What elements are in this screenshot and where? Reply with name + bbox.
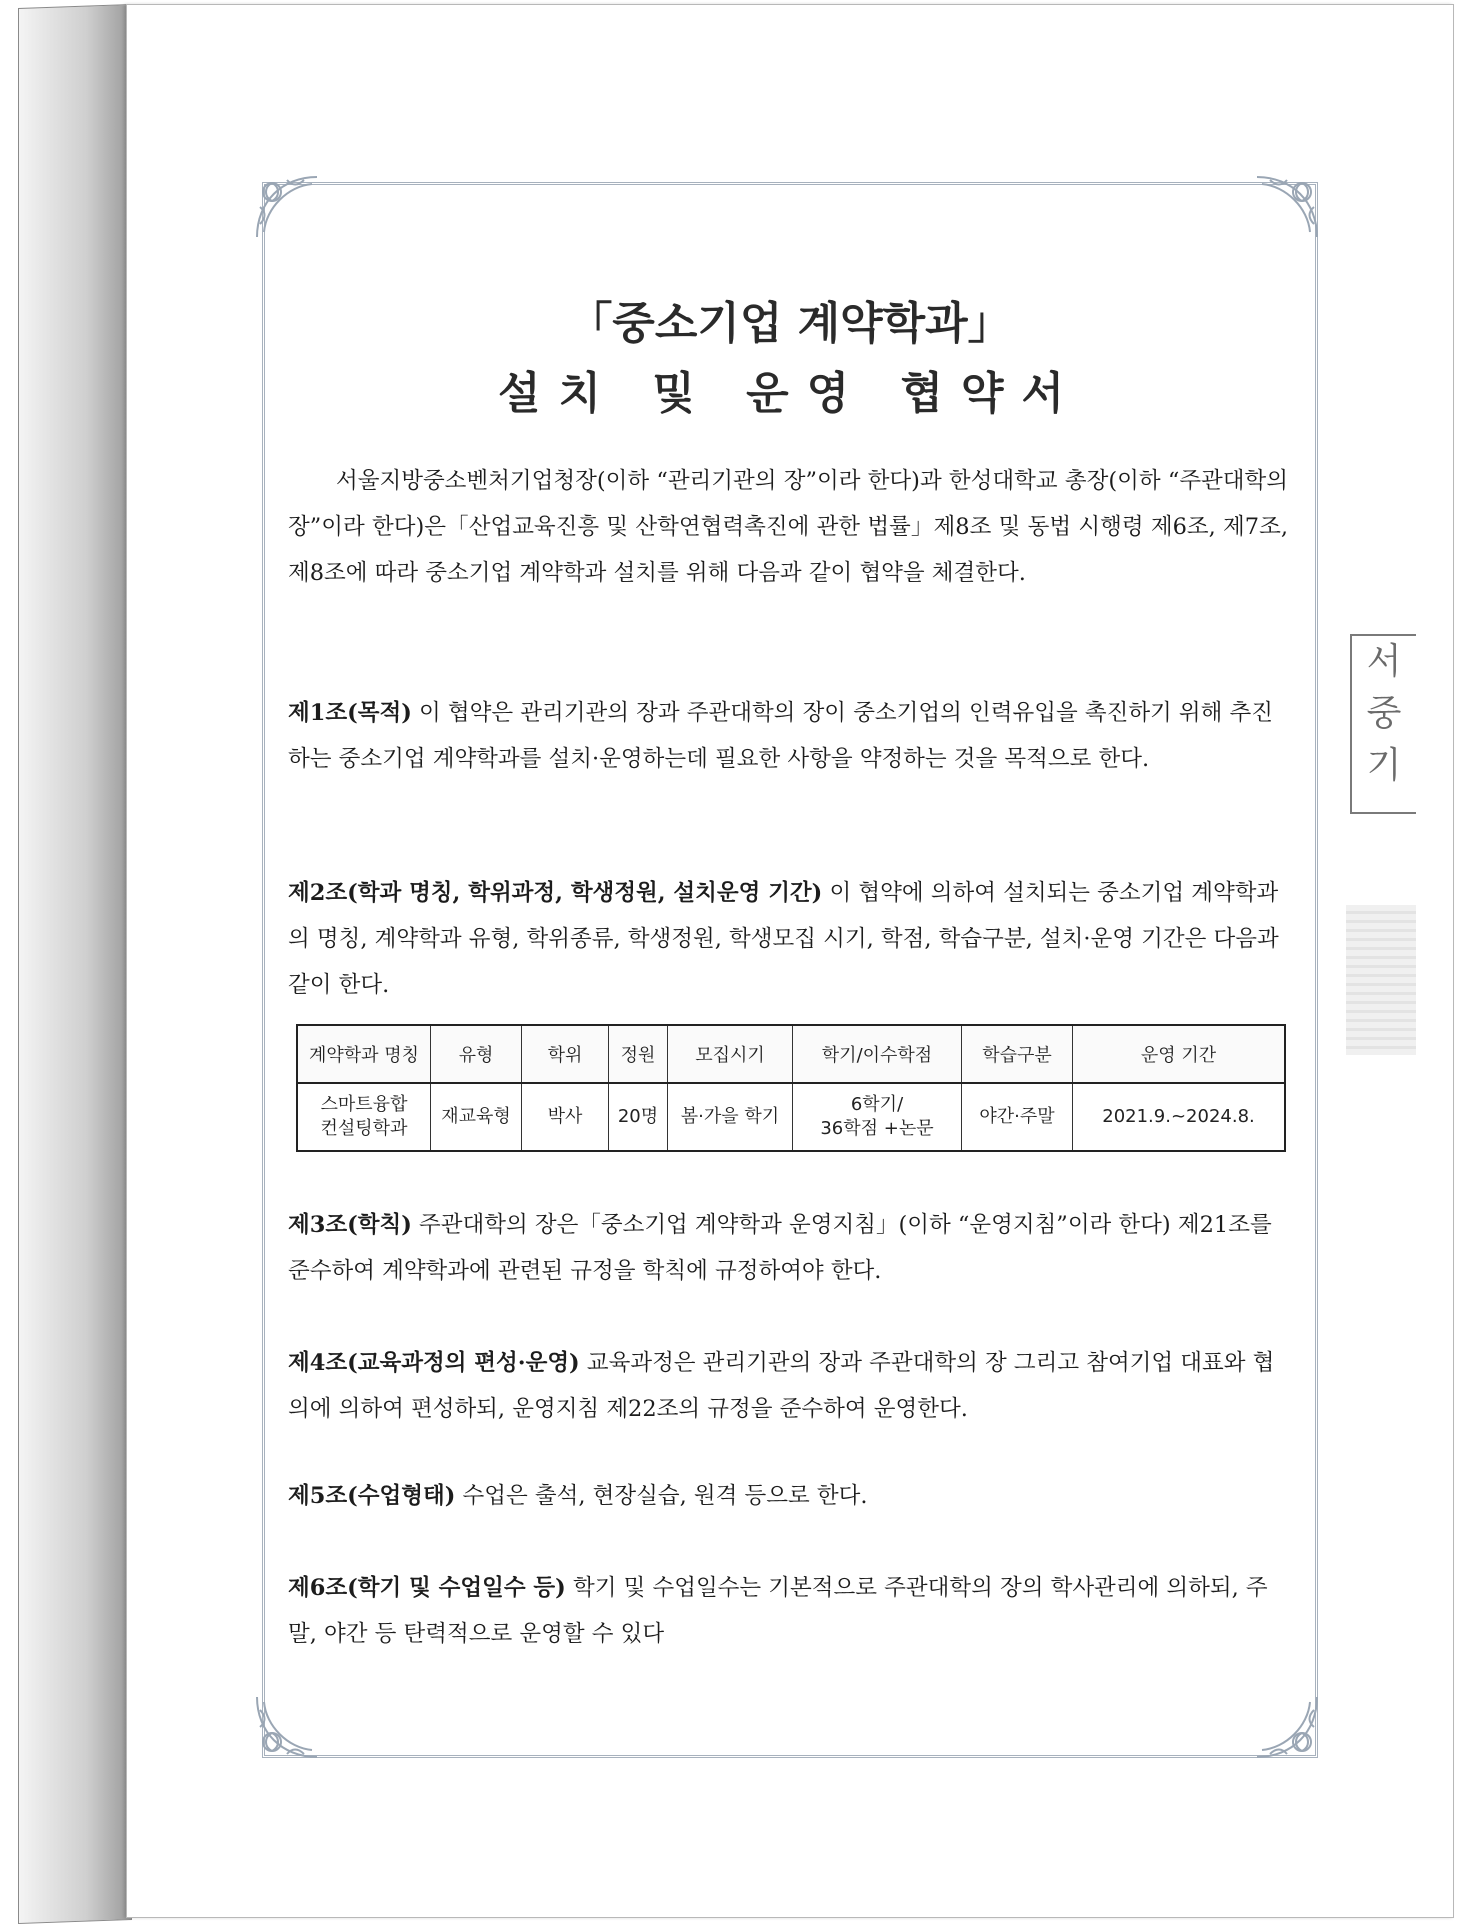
table-header-cell: 계약학과 명칭 bbox=[297, 1025, 431, 1083]
side-seal-stamp: 서 중 기 bbox=[1350, 634, 1416, 814]
table-cell-recruit: 봄·가을 학기 bbox=[668, 1083, 793, 1151]
article-body: 이 협약에 의하여 설치되는 중소기업 계약학과의 명칭, 계약학과 유형, 학위종류, 학생정원, 학생모집 시기, 학점, 학습구분, 설치·운영 기간은 다음과 같이 한다. bbox=[288, 880, 1279, 998]
article-body: 교육과정은 관리기관의 장과 주관대학의 장 그리고 참여기업 대표와 협의에 의하여 편성하되, 운영지침 제22조의 규정을 준수하여 운영한다. bbox=[288, 1350, 1275, 1422]
table-header-cell: 학위 bbox=[522, 1025, 609, 1083]
ornament-corner-icon bbox=[252, 172, 322, 242]
article-heading: 제1조(목적) bbox=[288, 700, 412, 726]
table-cell-type: 재교육형 bbox=[431, 1083, 522, 1151]
article-body: 주관대학의 장은「중소기업 계약학과 운영지침」(이하 “운영지침”이라 한다) 제21조를 준수하여 계약학과에 관련된 규정을 학칙에 규정하여야 한다. bbox=[288, 1212, 1272, 1284]
article-body: 수업은 출석, 현장실습, 원격 등으로 한다. bbox=[462, 1483, 868, 1509]
article-5 bbox=[288, 1473, 1290, 1519]
table-cell-study: 야간·주말 bbox=[962, 1083, 1073, 1151]
article-heading: 제5조(수업형태) bbox=[288, 1483, 456, 1509]
table-cell-capacity: 20명 bbox=[609, 1083, 668, 1151]
table-cell-credit: 6학기/ 36학점 +논문 bbox=[793, 1083, 962, 1151]
article-heading: 제2조(학과 명칭, 학위과정, 학생정원, 설치운영 기간) bbox=[288, 880, 823, 906]
article-heading: 제3조(학칙) bbox=[288, 1212, 412, 1238]
table-header-cell: 학습구분 bbox=[962, 1025, 1073, 1083]
intro-text: 서울지방중소벤처기업청장(이하 “관리기관의 장”이라 한다)과 한성대학교 총장(이하 “주관대학의 장”이라 한다)은「산업교육진흥 및 산학연협력촉진에 관한 법률」제8조 및 동법 시행령 제6조, 제7조, 제8조에 따라 중소기업 계약학과 설치를 위해 다음과 같이 협약을 체결한다. bbox=[288, 468, 1288, 586]
ornament-corner-icon bbox=[252, 1692, 322, 1762]
table-row bbox=[297, 1083, 1285, 1151]
contract-department-table bbox=[296, 1024, 1286, 1152]
table-header-cell: 정원 bbox=[609, 1025, 668, 1083]
table-header-row bbox=[297, 1025, 1285, 1083]
article-2 bbox=[288, 870, 1290, 1008]
document-subtitle: 설치 및 운영 협약서 bbox=[498, 368, 1082, 419]
article-1 bbox=[288, 690, 1290, 782]
side-seal-mark bbox=[1346, 905, 1416, 1055]
table-cell-degree: 박사 bbox=[522, 1083, 609, 1151]
page-stack-edge bbox=[18, 4, 132, 1924]
article-4 bbox=[288, 1340, 1290, 1432]
table-header-cell: 모집시기 bbox=[668, 1025, 793, 1083]
intro-paragraph bbox=[288, 458, 1288, 596]
article-6 bbox=[288, 1565, 1290, 1657]
ornament-corner-icon bbox=[1252, 1692, 1322, 1762]
article-body: 이 협약은 관리기관의 장과 주관대학의 장이 중소기업의 인력유입을 촉진하기 위해 추진하는 중소기업 계약학과를 설치·운영하는데 필요한 사항을 약정하는 것을 목적으로 한다. bbox=[288, 700, 1274, 772]
table-cell-period: 2021.9.~2024.8. bbox=[1073, 1083, 1286, 1151]
document-title: 「중소기업 계약학과」 bbox=[568, 298, 1012, 349]
table-cell-name: 스마트융합 컨설팅학과 bbox=[297, 1083, 431, 1151]
table-header-cell: 운영 기간 bbox=[1073, 1025, 1286, 1083]
article-heading: 제6조(학기 및 수업일수 등) bbox=[288, 1575, 566, 1601]
article-body: 학기 및 수업일수는 기본적으로 주관대학의 장의 학사관리에 의하되, 주말, 야간 등 탄력적으로 운영할 수 있다 bbox=[288, 1575, 1268, 1647]
ornament-corner-icon bbox=[1252, 172, 1322, 242]
article-3 bbox=[288, 1202, 1290, 1294]
table-header-cell: 학기/이수학점 bbox=[793, 1025, 962, 1083]
table-header-cell: 유형 bbox=[431, 1025, 522, 1083]
article-heading: 제4조(교육과정의 편성·운영) bbox=[288, 1350, 580, 1376]
